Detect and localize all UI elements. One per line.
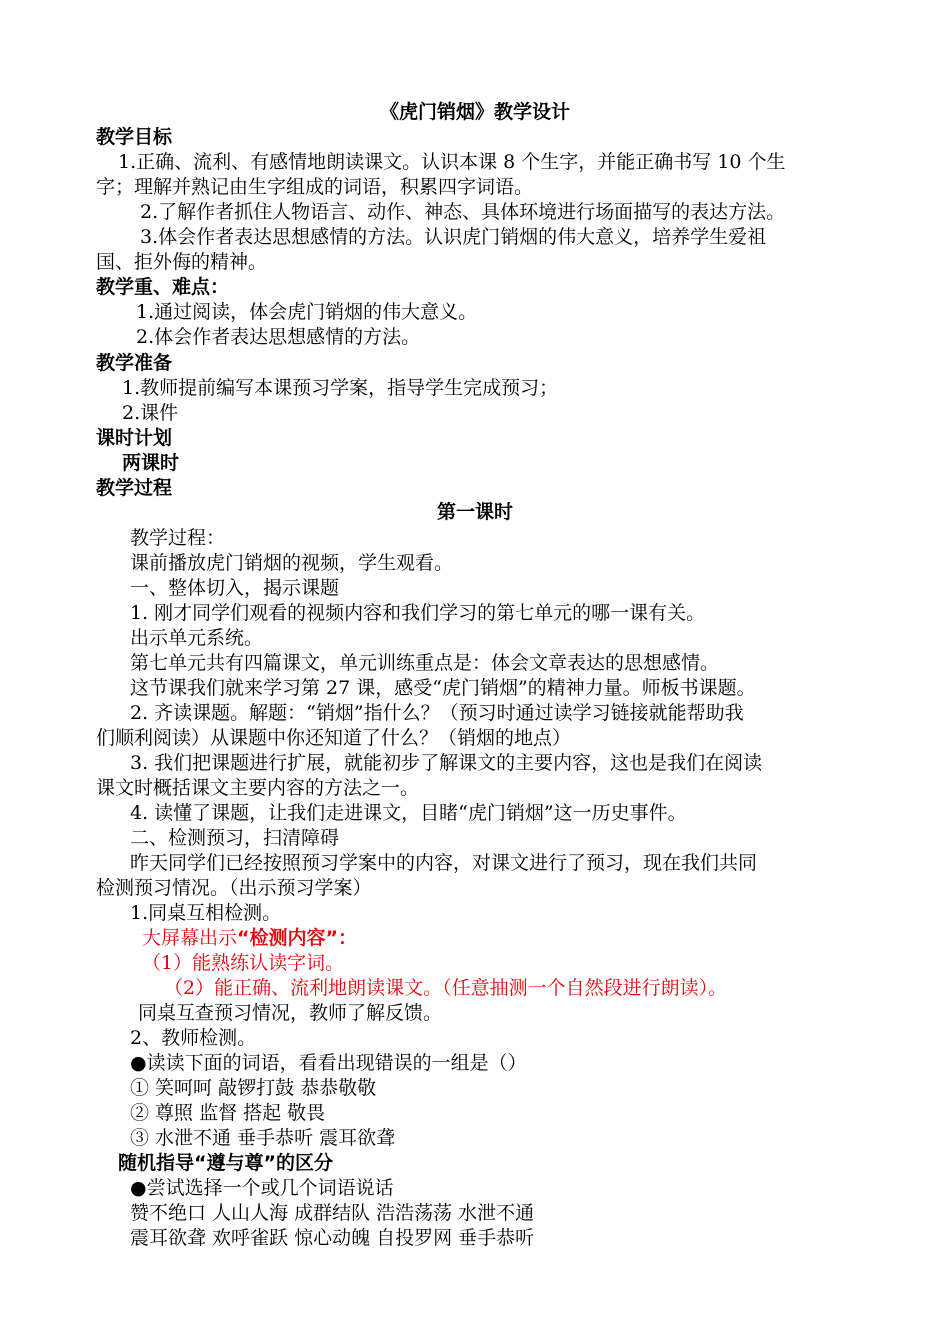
body-line: 一、整体切入，揭示课题: [130, 577, 340, 599]
option-line: ③ 水泄不通 垂手恭听 震耳欲聋: [130, 1127, 396, 1149]
body-line: 2、教师检测。: [130, 1027, 257, 1049]
body-line: 教学过程：: [130, 527, 226, 549]
body-line: 课前播放虎门销烟的视频，学生观看。: [130, 552, 454, 574]
heading-goals: 教学目标: [96, 126, 173, 148]
body-line: 课文时概括课文主要内容的方法之一。: [96, 777, 420, 799]
key-point-2: 2.体会作者表达思想感情的方法。: [136, 326, 421, 348]
body-line: 2. 齐读课题。解题：“销烟”指什么？（预习时通过读学习链接就能帮助我: [130, 702, 744, 724]
prep-1: 1.教师提前编写本课预习学案，指导学生完成预习；: [122, 377, 559, 399]
page-title: 《虎门销烟》教学设计: [379, 101, 570, 123]
body-line: 4. 读懂了课题，让我们走进课文，目睹“虎门销烟”这一历史事件。: [130, 802, 687, 824]
body-line: 们顺利阅读）从课题中你还知道了什么？（销烟的地点）: [96, 727, 572, 749]
plan-value: 两课时: [122, 452, 180, 474]
red-text: 大屏幕出示: [142, 927, 238, 949]
body-line: ●读读下面的词语，看看出现错误的一组是（）: [130, 1052, 527, 1074]
body-line: ●尝试选择一个或几个词语说话: [130, 1177, 394, 1199]
red-highlight-line: [142, 926, 357, 950]
goal-1-line-2: 字；理解并熟记由生字组成的词语，积累四字词语。: [96, 176, 534, 198]
body-line: 二、检测预习，扫清障碍: [130, 827, 340, 849]
red-line: （1）能熟练认读字词。: [142, 952, 345, 974]
body-line: 昨天同学们已经按照预习学案中的内容，对课文进行了预习，现在我们共同: [130, 852, 758, 874]
heading-key-points: 教学重、难点：: [96, 276, 230, 298]
body-line: 出示单元系统。: [130, 627, 264, 649]
body-line: 第七单元共有四篇课文，单元训练重点是：体会文章表达的思想感情。: [130, 652, 720, 674]
word-list-line: 赞不绝口 人山人海 成群结队 浩浩荡荡 水泄不通: [130, 1202, 535, 1224]
heading-process: 教学过程: [96, 477, 173, 499]
lesson-1-heading: 第一课时: [436, 501, 513, 523]
key-point-1: 1.通过阅读，体会虎门销烟的伟大意义。: [136, 301, 478, 323]
goal-3-line-1: 3.体会作者表达思想感情的方法。认识虎门销烟的伟大意义，培养学生爱祖: [140, 226, 767, 248]
body-line: 这节课我们就来学习第 27 课，感受“虎门销烟”的精神力量。师板书课题。: [130, 677, 756, 699]
heading-plan: 课时计划: [96, 427, 173, 449]
body-line: 3. 我们把课题进行扩展，就能初步了解课文的主要内容，这也是我们在阅读: [130, 752, 763, 774]
body-line: 1.同桌互相检测。: [130, 902, 282, 924]
body-line: 检测预习情况。（出示预习学案）: [96, 877, 372, 899]
option-line: ② 尊照 监督 搭起 敬畏: [130, 1102, 326, 1124]
word-list-line: 震耳欲聋 欢呼雀跃 惊心动魄 自投罗网 垂手恭听: [130, 1227, 535, 1249]
body-line: 1. 刚才同学们观看的视频内容和我们学习的第七单元的哪一课有关。: [130, 602, 706, 624]
goal-1-line-1: 1.正确、流利、有感情地朗读课文。认识本课 8 个生字，并能正确书写 10 个生: [118, 151, 786, 173]
goal-3-line-2: 国、拒外侮的精神。: [96, 251, 268, 273]
prep-2: 2.课件: [122, 402, 179, 424]
red-bold-text: “检测内容”：: [237, 927, 357, 949]
goal-2: 2.了解作者抓住人物语言、动作、神态、具体环境进行场面描写的表达方法。: [140, 201, 786, 223]
guidance-heading: 随机指导“遵与尊”的区分: [118, 1152, 333, 1174]
red-line: （2）能正确、流利地朗读课文。（任意抽测一个自然段进行朗读）。: [164, 977, 728, 999]
heading-preparation: 教学准备: [96, 352, 173, 374]
option-line: ① 笑呵呵 敲锣打鼓 恭恭敬敬: [130, 1077, 377, 1099]
body-line: 同桌互查预习情况，教师了解反馈。: [138, 1002, 443, 1024]
